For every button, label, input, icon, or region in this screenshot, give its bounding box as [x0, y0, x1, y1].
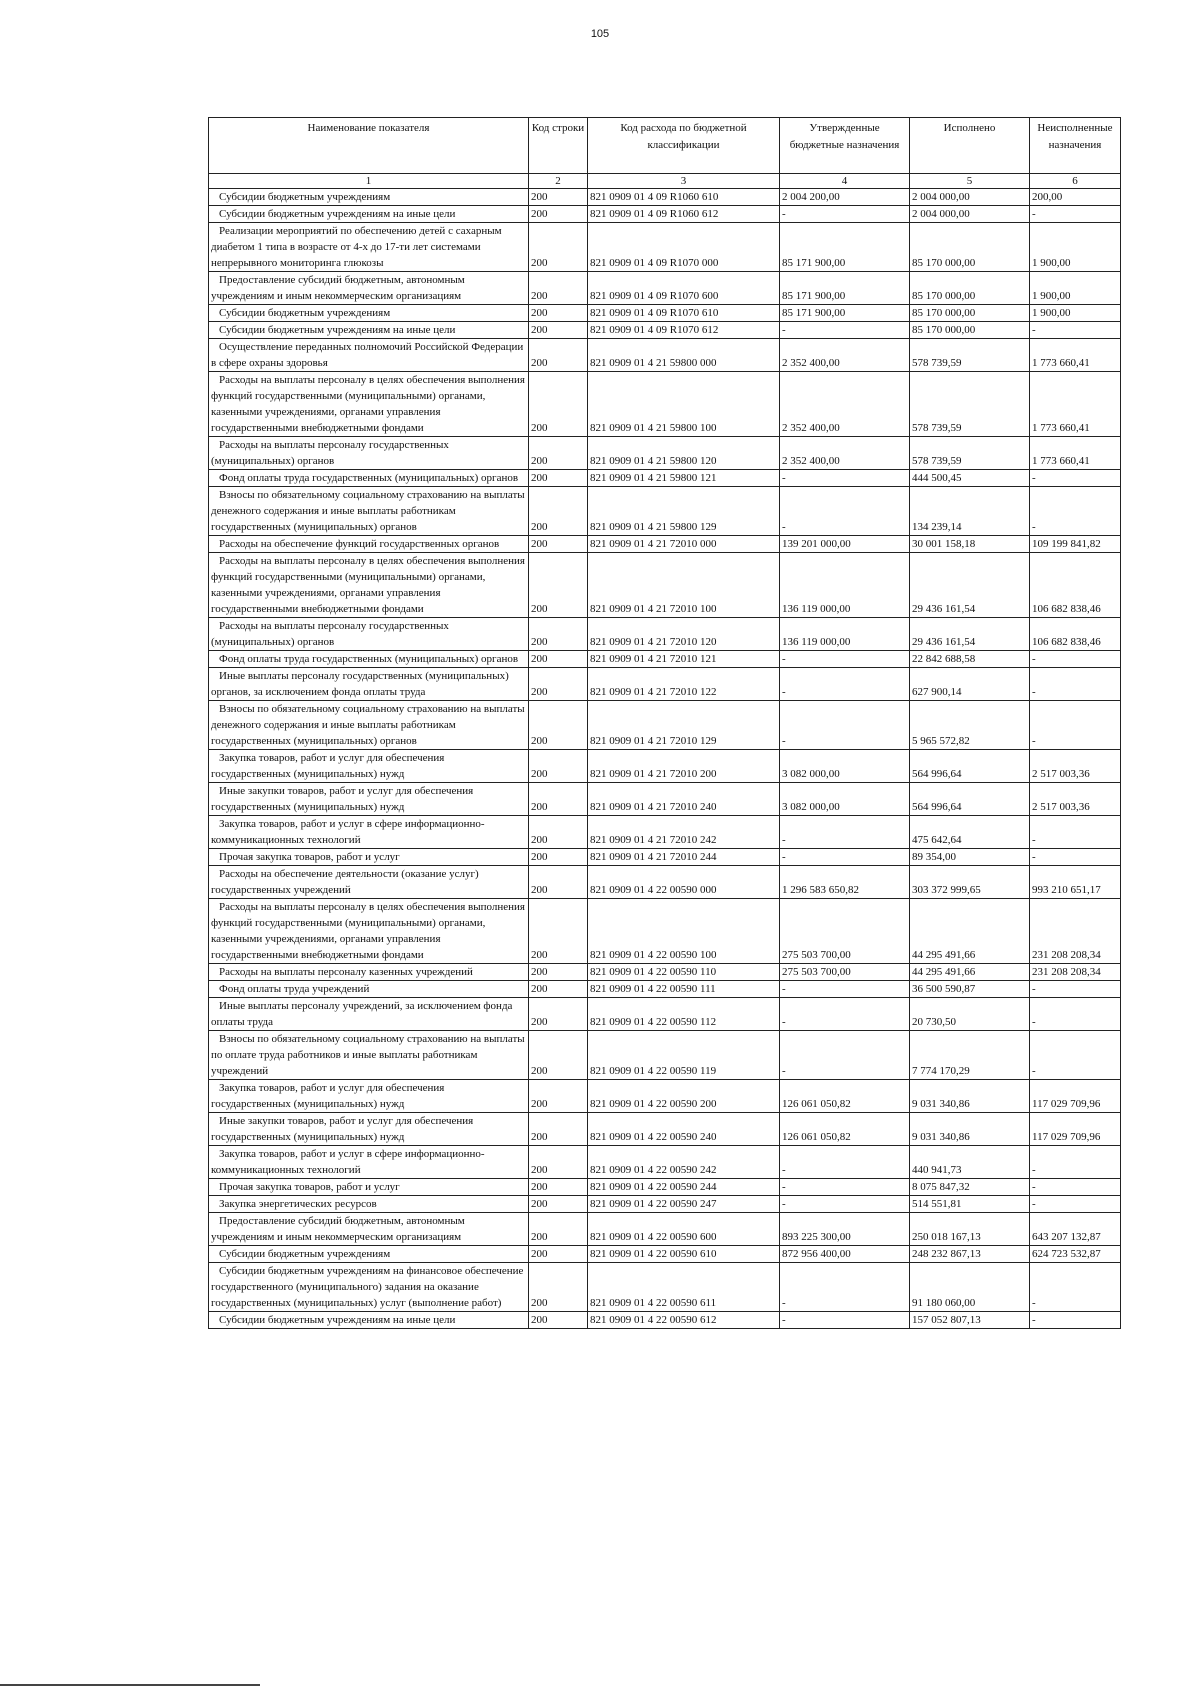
unexecuted-cell: 117 029 709,96	[1030, 1113, 1121, 1146]
approved-cell: 136 119 000,00	[780, 618, 910, 651]
unexecuted-cell: 106 682 838,46	[1030, 618, 1121, 651]
unexecuted-cell: 1 773 660,41	[1030, 372, 1121, 437]
unexecuted-cell: -	[1030, 1031, 1121, 1080]
executed-cell: 85 170 000,00	[910, 223, 1030, 272]
table-row	[209, 866, 1121, 899]
executed-cell: 564 996,64	[910, 750, 1030, 783]
approved-cell: -	[780, 1196, 910, 1213]
line-code-cell: 200	[529, 1246, 588, 1263]
executed-cell: 85 170 000,00	[910, 272, 1030, 305]
executed-cell: 303 372 999,65	[910, 866, 1030, 899]
table-row	[209, 998, 1121, 1031]
budget-code-cell: 821 0909 01 4 22 00590 100	[588, 899, 780, 964]
table-row	[209, 1196, 1121, 1213]
unexecuted-cell: 1 900,00	[1030, 223, 1121, 272]
budget-code-cell: 821 0909 01 4 22 00590 244	[588, 1179, 780, 1196]
budget-code-cell: 821 0909 01 4 22 00590 612	[588, 1312, 780, 1329]
executed-cell: 564 996,64	[910, 783, 1030, 816]
executed-cell: 22 842 688,58	[910, 651, 1030, 668]
indicator-name-cell: Субсидии бюджетным учреждениям на иные цели	[209, 322, 529, 339]
unexecuted-cell: -	[1030, 1146, 1121, 1179]
line-code-cell: 200	[529, 998, 588, 1031]
indicator-name-cell: Закупка товаров, работ и услуг в сфере информационно-коммуникационных технологий	[209, 816, 529, 849]
table-row	[209, 470, 1121, 487]
budget-code-cell: 821 0909 01 4 21 72010 200	[588, 750, 780, 783]
budget-code-cell: 821 0909 01 4 21 59800 129	[588, 487, 780, 536]
executed-cell: 44 295 491,66	[910, 964, 1030, 981]
line-code-cell: 200	[529, 536, 588, 553]
budget-code-cell: 821 0909 01 4 21 72010 000	[588, 536, 780, 553]
table-row	[209, 1031, 1121, 1080]
approved-cell: 2 352 400,00	[780, 339, 910, 372]
approved-cell: -	[780, 1263, 910, 1312]
approved-cell: 3 082 000,00	[780, 783, 910, 816]
indicator-name-cell: Закупка товаров, работ и услуг для обеспечения государственных (муниципальных) нужд	[209, 1080, 529, 1113]
unexecuted-cell: -	[1030, 849, 1121, 866]
executed-cell: 578 739,59	[910, 372, 1030, 437]
unexecuted-cell: -	[1030, 206, 1121, 223]
executed-cell: 514 551,81	[910, 1196, 1030, 1213]
budget-code-cell: 821 0909 01 4 22 00590 611	[588, 1263, 780, 1312]
table-row	[209, 1246, 1121, 1263]
unexecuted-cell: 2 517 003,36	[1030, 783, 1121, 816]
indicator-name-cell: Субсидии бюджетным учреждениям на иные цели	[209, 1312, 529, 1329]
unexecuted-cell: 1 900,00	[1030, 305, 1121, 322]
executed-cell: 85 170 000,00	[910, 305, 1030, 322]
header-unexecuted: Неисполненные назначения	[1030, 118, 1121, 174]
line-code-cell: 200	[529, 651, 588, 668]
budget-code-cell: 821 0909 01 4 21 72010 120	[588, 618, 780, 651]
page-number: 105	[590, 28, 610, 40]
indicator-name-cell: Расходы на выплаты персоналу в целях обеспечения выполнения функций государственными (муниципальными) органами, казенными учреждениями, органами управления государственными внебюджетными фондами	[209, 372, 529, 437]
unexecuted-cell: 2 517 003,36	[1030, 750, 1121, 783]
line-code-cell: 200	[529, 1146, 588, 1179]
table-row	[209, 1312, 1121, 1329]
approved-cell: -	[780, 701, 910, 750]
line-code-cell: 200	[529, 1080, 588, 1113]
line-code-cell: 200	[529, 866, 588, 899]
executed-cell: 444 500,45	[910, 470, 1030, 487]
approved-cell: -	[780, 487, 910, 536]
executed-cell: 29 436 161,54	[910, 553, 1030, 618]
budget-code-cell: 821 0909 01 4 21 72010 244	[588, 849, 780, 866]
indicator-name-cell: Расходы на выплаты персоналу государственных (муниципальных) органов	[209, 437, 529, 470]
line-code-cell: 200	[529, 1031, 588, 1080]
line-code-cell: 200	[529, 750, 588, 783]
table-row	[209, 701, 1121, 750]
budget-code-cell: 821 0909 01 4 22 00590 112	[588, 998, 780, 1031]
executed-cell: 7 774 170,29	[910, 1031, 1030, 1080]
executed-cell: 30 001 158,18	[910, 536, 1030, 553]
line-code-cell: 200	[529, 470, 588, 487]
indicator-name-cell: Субсидии бюджетным учреждениям	[209, 1246, 529, 1263]
table-row	[209, 668, 1121, 701]
header-indicator-name: Наименование показателя	[209, 118, 529, 174]
executed-cell: 20 730,50	[910, 998, 1030, 1031]
column-number: 1	[209, 174, 529, 189]
table-row	[209, 1113, 1121, 1146]
unexecuted-cell: -	[1030, 322, 1121, 339]
budget-code-cell: 821 0909 01 4 21 59800 000	[588, 339, 780, 372]
indicator-name-cell: Прочая закупка товаров, работ и услуг	[209, 849, 529, 866]
approved-cell: 893 225 300,00	[780, 1213, 910, 1246]
table-row	[209, 1263, 1121, 1312]
line-code-cell: 200	[529, 487, 588, 536]
approved-cell: -	[780, 816, 910, 849]
executed-cell: 89 354,00	[910, 849, 1030, 866]
unexecuted-cell: 109 199 841,82	[1030, 536, 1121, 553]
table-row	[209, 536, 1121, 553]
approved-cell: 126 061 050,82	[780, 1113, 910, 1146]
indicator-name-cell: Предоставление субсидий бюджетным, автономным учреждениям и иным некоммерческим организациям	[209, 1213, 529, 1246]
executed-cell: 2 004 000,00	[910, 189, 1030, 206]
table-row	[209, 899, 1121, 964]
line-code-cell: 200	[529, 339, 588, 372]
executed-cell: 134 239,14	[910, 487, 1030, 536]
executed-cell: 9 031 340,86	[910, 1080, 1030, 1113]
header-executed: Исполнено	[910, 118, 1030, 174]
approved-cell: -	[780, 849, 910, 866]
executed-cell: 578 739,59	[910, 437, 1030, 470]
line-code-cell: 200	[529, 701, 588, 750]
table-row	[209, 305, 1121, 322]
budget-code-cell: 821 0909 01 4 21 72010 121	[588, 651, 780, 668]
indicator-name-cell: Фонд оплаты труда учреждений	[209, 981, 529, 998]
executed-cell: 85 170 000,00	[910, 322, 1030, 339]
table-row	[209, 849, 1121, 866]
executed-cell: 2 004 000,00	[910, 206, 1030, 223]
executed-cell: 157 052 807,13	[910, 1312, 1030, 1329]
budget-code-cell: 821 0909 01 4 22 00590 200	[588, 1080, 780, 1113]
approved-cell: -	[780, 206, 910, 223]
budget-code-cell: 821 0909 01 4 21 72010 129	[588, 701, 780, 750]
budget-code-cell: 821 0909 01 4 22 00590 600	[588, 1213, 780, 1246]
approved-cell: 85 171 900,00	[780, 305, 910, 322]
approved-cell: 3 082 000,00	[780, 750, 910, 783]
budget-code-cell: 821 0909 01 4 21 72010 122	[588, 668, 780, 701]
line-code-cell: 200	[529, 668, 588, 701]
budget-execution-table	[208, 117, 1121, 1329]
header-budget-code: Код расхода по бюджетной классификации	[588, 118, 780, 174]
approved-cell: -	[780, 998, 910, 1031]
unexecuted-cell: 624 723 532,87	[1030, 1246, 1121, 1263]
header-line-code: Код строки	[529, 118, 588, 174]
budget-code-cell: 821 0909 01 4 22 00590 610	[588, 1246, 780, 1263]
budget-code-cell: 821 0909 01 4 21 59800 121	[588, 470, 780, 487]
indicator-name-cell: Субсидии бюджетным учреждениям	[209, 305, 529, 322]
approved-cell: 275 503 700,00	[780, 899, 910, 964]
unexecuted-cell: 643 207 132,87	[1030, 1213, 1121, 1246]
executed-cell: 578 739,59	[910, 339, 1030, 372]
approved-cell: 872 956 400,00	[780, 1246, 910, 1263]
budget-code-cell: 821 0909 01 4 21 72010 240	[588, 783, 780, 816]
budget-code-cell: 821 0909 01 4 09 R1070 000	[588, 223, 780, 272]
indicator-name-cell: Иные выплаты персоналу государственных (муниципальных) органов, за исключением фонда оплаты труда	[209, 668, 529, 701]
table-row	[209, 1080, 1121, 1113]
unexecuted-cell: -	[1030, 668, 1121, 701]
column-number: 5	[910, 174, 1030, 189]
indicator-name-cell: Осуществление переданных полномочий Российской Федерации в сфере охраны здоровья	[209, 339, 529, 372]
approved-cell: -	[780, 322, 910, 339]
unexecuted-cell: 117 029 709,96	[1030, 1080, 1121, 1113]
column-number: 6	[1030, 174, 1121, 189]
budget-code-cell: 821 0909 01 4 22 00590 240	[588, 1113, 780, 1146]
table-row	[209, 783, 1121, 816]
unexecuted-cell: -	[1030, 651, 1121, 668]
line-code-cell: 200	[529, 899, 588, 964]
executed-cell: 475 642,64	[910, 816, 1030, 849]
table-row	[209, 487, 1121, 536]
unexecuted-cell: -	[1030, 1196, 1121, 1213]
line-code-cell: 200	[529, 849, 588, 866]
table-row	[209, 372, 1121, 437]
budget-code-cell: 821 0909 01 4 21 59800 120	[588, 437, 780, 470]
approved-cell: 126 061 050,82	[780, 1080, 910, 1113]
indicator-name-cell: Взносы по обязательному социальному страхованию на выплаты денежного содержания и иные выплаты работникам государственных (муниципальных) органов	[209, 487, 529, 536]
executed-cell: 627 900,14	[910, 668, 1030, 701]
executed-cell: 248 232 867,13	[910, 1246, 1030, 1263]
indicator-name-cell: Фонд оплаты труда государственных (муниципальных) органов	[209, 651, 529, 668]
unexecuted-cell: -	[1030, 701, 1121, 750]
indicator-name-cell: Расходы на обеспечение функций государственных органов	[209, 536, 529, 553]
indicator-name-cell: Расходы на выплаты персоналу в целях обеспечения выполнения функций государственными (муниципальными) органами, казенными учреждениями, органами управления государственными внебюджетными фондами	[209, 553, 529, 618]
line-code-cell: 200	[529, 1213, 588, 1246]
budget-code-cell: 821 0909 01 4 21 72010 242	[588, 816, 780, 849]
unexecuted-cell: -	[1030, 470, 1121, 487]
budget-code-cell: 821 0909 01 4 22 00590 242	[588, 1146, 780, 1179]
executed-cell: 44 295 491,66	[910, 899, 1030, 964]
line-code-cell: 200	[529, 981, 588, 998]
line-code-cell: 200	[529, 372, 588, 437]
budget-code-cell: 821 0909 01 4 09 R1070 600	[588, 272, 780, 305]
approved-cell: -	[780, 1312, 910, 1329]
approved-cell: -	[780, 981, 910, 998]
table-row	[209, 322, 1121, 339]
indicator-name-cell: Субсидии бюджетным учреждениям на финансовое обеспечение государственного (муниципального) задания на оказание государственных (муниципальных) услуг (выполнение работ)	[209, 1263, 529, 1312]
column-number: 2	[529, 174, 588, 189]
unexecuted-cell: -	[1030, 1179, 1121, 1196]
executed-cell: 8 075 847,32	[910, 1179, 1030, 1196]
approved-cell: -	[780, 470, 910, 487]
unexecuted-cell: -	[1030, 487, 1121, 536]
indicator-name-cell: Реализации мероприятий по обеспечению детей с сахарным диабетом 1 типа в возрасте от 4-х до 17-ти лет системами непрерывного мониторинга глюкозы	[209, 223, 529, 272]
indicator-name-cell: Расходы на выплаты персоналу государственных (муниципальных) органов	[209, 618, 529, 651]
unexecuted-cell: 993 210 651,17	[1030, 866, 1121, 899]
executed-cell: 36 500 590,87	[910, 981, 1030, 998]
unexecuted-cell: 200,00	[1030, 189, 1121, 206]
header-approved: Утвержденные бюджетные назначения	[780, 118, 910, 174]
table-row	[209, 981, 1121, 998]
line-code-cell: 200	[529, 1113, 588, 1146]
line-code-cell: 200	[529, 964, 588, 981]
indicator-name-cell: Расходы на выплаты персоналу в целях обеспечения выполнения функций государственными (муниципальными) органами, казенными учреждениями, органами управления государственными внебюджетными фондами	[209, 899, 529, 964]
indicator-name-cell: Взносы по обязательному социальному страхованию на выплаты по оплате труда работников и иные выплаты работникам учреждений	[209, 1031, 529, 1080]
table-row	[209, 223, 1121, 272]
indicator-name-cell: Фонд оплаты труда государственных (муниципальных) органов	[209, 470, 529, 487]
executed-cell: 29 436 161,54	[910, 618, 1030, 651]
indicator-name-cell: Прочая закупка товаров, работ и услуг	[209, 1179, 529, 1196]
table-header-row	[209, 118, 1121, 174]
table-row	[209, 553, 1121, 618]
unexecuted-cell: 231 208 208,34	[1030, 899, 1121, 964]
unexecuted-cell: 231 208 208,34	[1030, 964, 1121, 981]
unexecuted-cell: 106 682 838,46	[1030, 553, 1121, 618]
table-body	[209, 189, 1121, 1329]
line-code-cell: 200	[529, 223, 588, 272]
table-row	[209, 1213, 1121, 1246]
approved-cell: -	[780, 1146, 910, 1179]
indicator-name-cell: Субсидии бюджетным учреждениям на иные цели	[209, 206, 529, 223]
approved-cell: 2 352 400,00	[780, 372, 910, 437]
line-code-cell: 200	[529, 1312, 588, 1329]
budget-code-cell: 821 0909 01 4 21 72010 100	[588, 553, 780, 618]
line-code-cell: 200	[529, 1263, 588, 1312]
budget-code-cell: 821 0909 01 4 22 00590 119	[588, 1031, 780, 1080]
indicator-name-cell: Иные закупки товаров, работ и услуг для обеспечения государственных (муниципальных) нужд	[209, 1113, 529, 1146]
line-code-cell: 200	[529, 816, 588, 849]
line-code-cell: 200	[529, 305, 588, 322]
line-code-cell: 200	[529, 189, 588, 206]
indicator-name-cell: Закупка товаров, работ и услуг для обеспечения государственных (муниципальных) нужд	[209, 750, 529, 783]
line-code-cell: 200	[529, 206, 588, 223]
table-row	[209, 206, 1121, 223]
table-row	[209, 816, 1121, 849]
executed-cell: 250 018 167,13	[910, 1213, 1030, 1246]
unexecuted-cell: -	[1030, 1263, 1121, 1312]
table-row	[209, 750, 1121, 783]
indicator-name-cell: Расходы на обеспечение деятельности (оказание услуг) государственных учреждений	[209, 866, 529, 899]
table-row	[209, 964, 1121, 981]
unexecuted-cell: 1 900,00	[1030, 272, 1121, 305]
budget-code-cell: 821 0909 01 4 09 R1070 610	[588, 305, 780, 322]
indicator-name-cell: Иные закупки товаров, работ и услуг для обеспечения государственных (муниципальных) нужд	[209, 783, 529, 816]
budget-code-cell: 821 0909 01 4 22 00590 000	[588, 866, 780, 899]
approved-cell: 85 171 900,00	[780, 223, 910, 272]
budget-code-cell: 821 0909 01 4 21 59800 100	[588, 372, 780, 437]
approved-cell: 275 503 700,00	[780, 964, 910, 981]
unexecuted-cell: -	[1030, 981, 1121, 998]
approved-cell: -	[780, 1179, 910, 1196]
column-number-row	[209, 174, 1121, 189]
line-code-cell: 200	[529, 1196, 588, 1213]
indicator-name-cell: Расходы на выплаты персоналу казенных учреждений	[209, 964, 529, 981]
indicator-name-cell: Иные выплаты персоналу учреждений, за исключением фонда оплаты труда	[209, 998, 529, 1031]
executed-cell: 91 180 060,00	[910, 1263, 1030, 1312]
table-row	[209, 339, 1121, 372]
executed-cell: 9 031 340,86	[910, 1113, 1030, 1146]
indicator-name-cell: Субсидии бюджетным учреждениям	[209, 189, 529, 206]
budget-code-cell: 821 0909 01 4 22 00590 247	[588, 1196, 780, 1213]
table-row	[209, 651, 1121, 668]
approved-cell: 2 004 200,00	[780, 189, 910, 206]
column-number: 4	[780, 174, 910, 189]
column-number: 3	[588, 174, 780, 189]
line-code-cell: 200	[529, 783, 588, 816]
line-code-cell: 200	[529, 322, 588, 339]
approved-cell: -	[780, 668, 910, 701]
approved-cell: 136 119 000,00	[780, 553, 910, 618]
line-code-cell: 200	[529, 1179, 588, 1196]
indicator-name-cell: Закупка энергетических ресурсов	[209, 1196, 529, 1213]
indicator-name-cell: Закупка товаров, работ и услуг в сфере информационно-коммуникационных технологий	[209, 1146, 529, 1179]
indicator-name-cell: Взносы по обязательному социальному страхованию на выплаты денежного содержания и иные выплаты работникам государственных (муниципальных) органов	[209, 701, 529, 750]
line-code-cell: 200	[529, 618, 588, 651]
budget-code-cell: 821 0909 01 4 09 R1060 612	[588, 206, 780, 223]
bottom-rule	[0, 1684, 260, 1686]
unexecuted-cell: -	[1030, 1312, 1121, 1329]
approved-cell: -	[780, 651, 910, 668]
unexecuted-cell: 1 773 660,41	[1030, 437, 1121, 470]
approved-cell: 139 201 000,00	[780, 536, 910, 553]
unexecuted-cell: 1 773 660,41	[1030, 339, 1121, 372]
unexecuted-cell: -	[1030, 998, 1121, 1031]
executed-cell: 440 941,73	[910, 1146, 1030, 1179]
table-row	[209, 189, 1121, 206]
unexecuted-cell: -	[1030, 816, 1121, 849]
budget-code-cell: 821 0909 01 4 22 00590 110	[588, 964, 780, 981]
budget-code-cell: 821 0909 01 4 09 R1070 612	[588, 322, 780, 339]
approved-cell: 85 171 900,00	[780, 272, 910, 305]
line-code-cell: 200	[529, 272, 588, 305]
table-row	[209, 437, 1121, 470]
executed-cell: 5 965 572,82	[910, 701, 1030, 750]
table-row	[209, 1146, 1121, 1179]
approved-cell: 2 352 400,00	[780, 437, 910, 470]
budget-code-cell: 821 0909 01 4 22 00590 111	[588, 981, 780, 998]
approved-cell: 1 296 583 650,82	[780, 866, 910, 899]
indicator-name-cell: Предоставление субсидий бюджетным, автономным учреждениям и иным некоммерческим организациям	[209, 272, 529, 305]
table-row	[209, 272, 1121, 305]
approved-cell: -	[780, 1031, 910, 1080]
table-row	[209, 1179, 1121, 1196]
table-row	[209, 618, 1121, 651]
line-code-cell: 200	[529, 553, 588, 618]
line-code-cell: 200	[529, 437, 588, 470]
budget-code-cell: 821 0909 01 4 09 R1060 610	[588, 189, 780, 206]
